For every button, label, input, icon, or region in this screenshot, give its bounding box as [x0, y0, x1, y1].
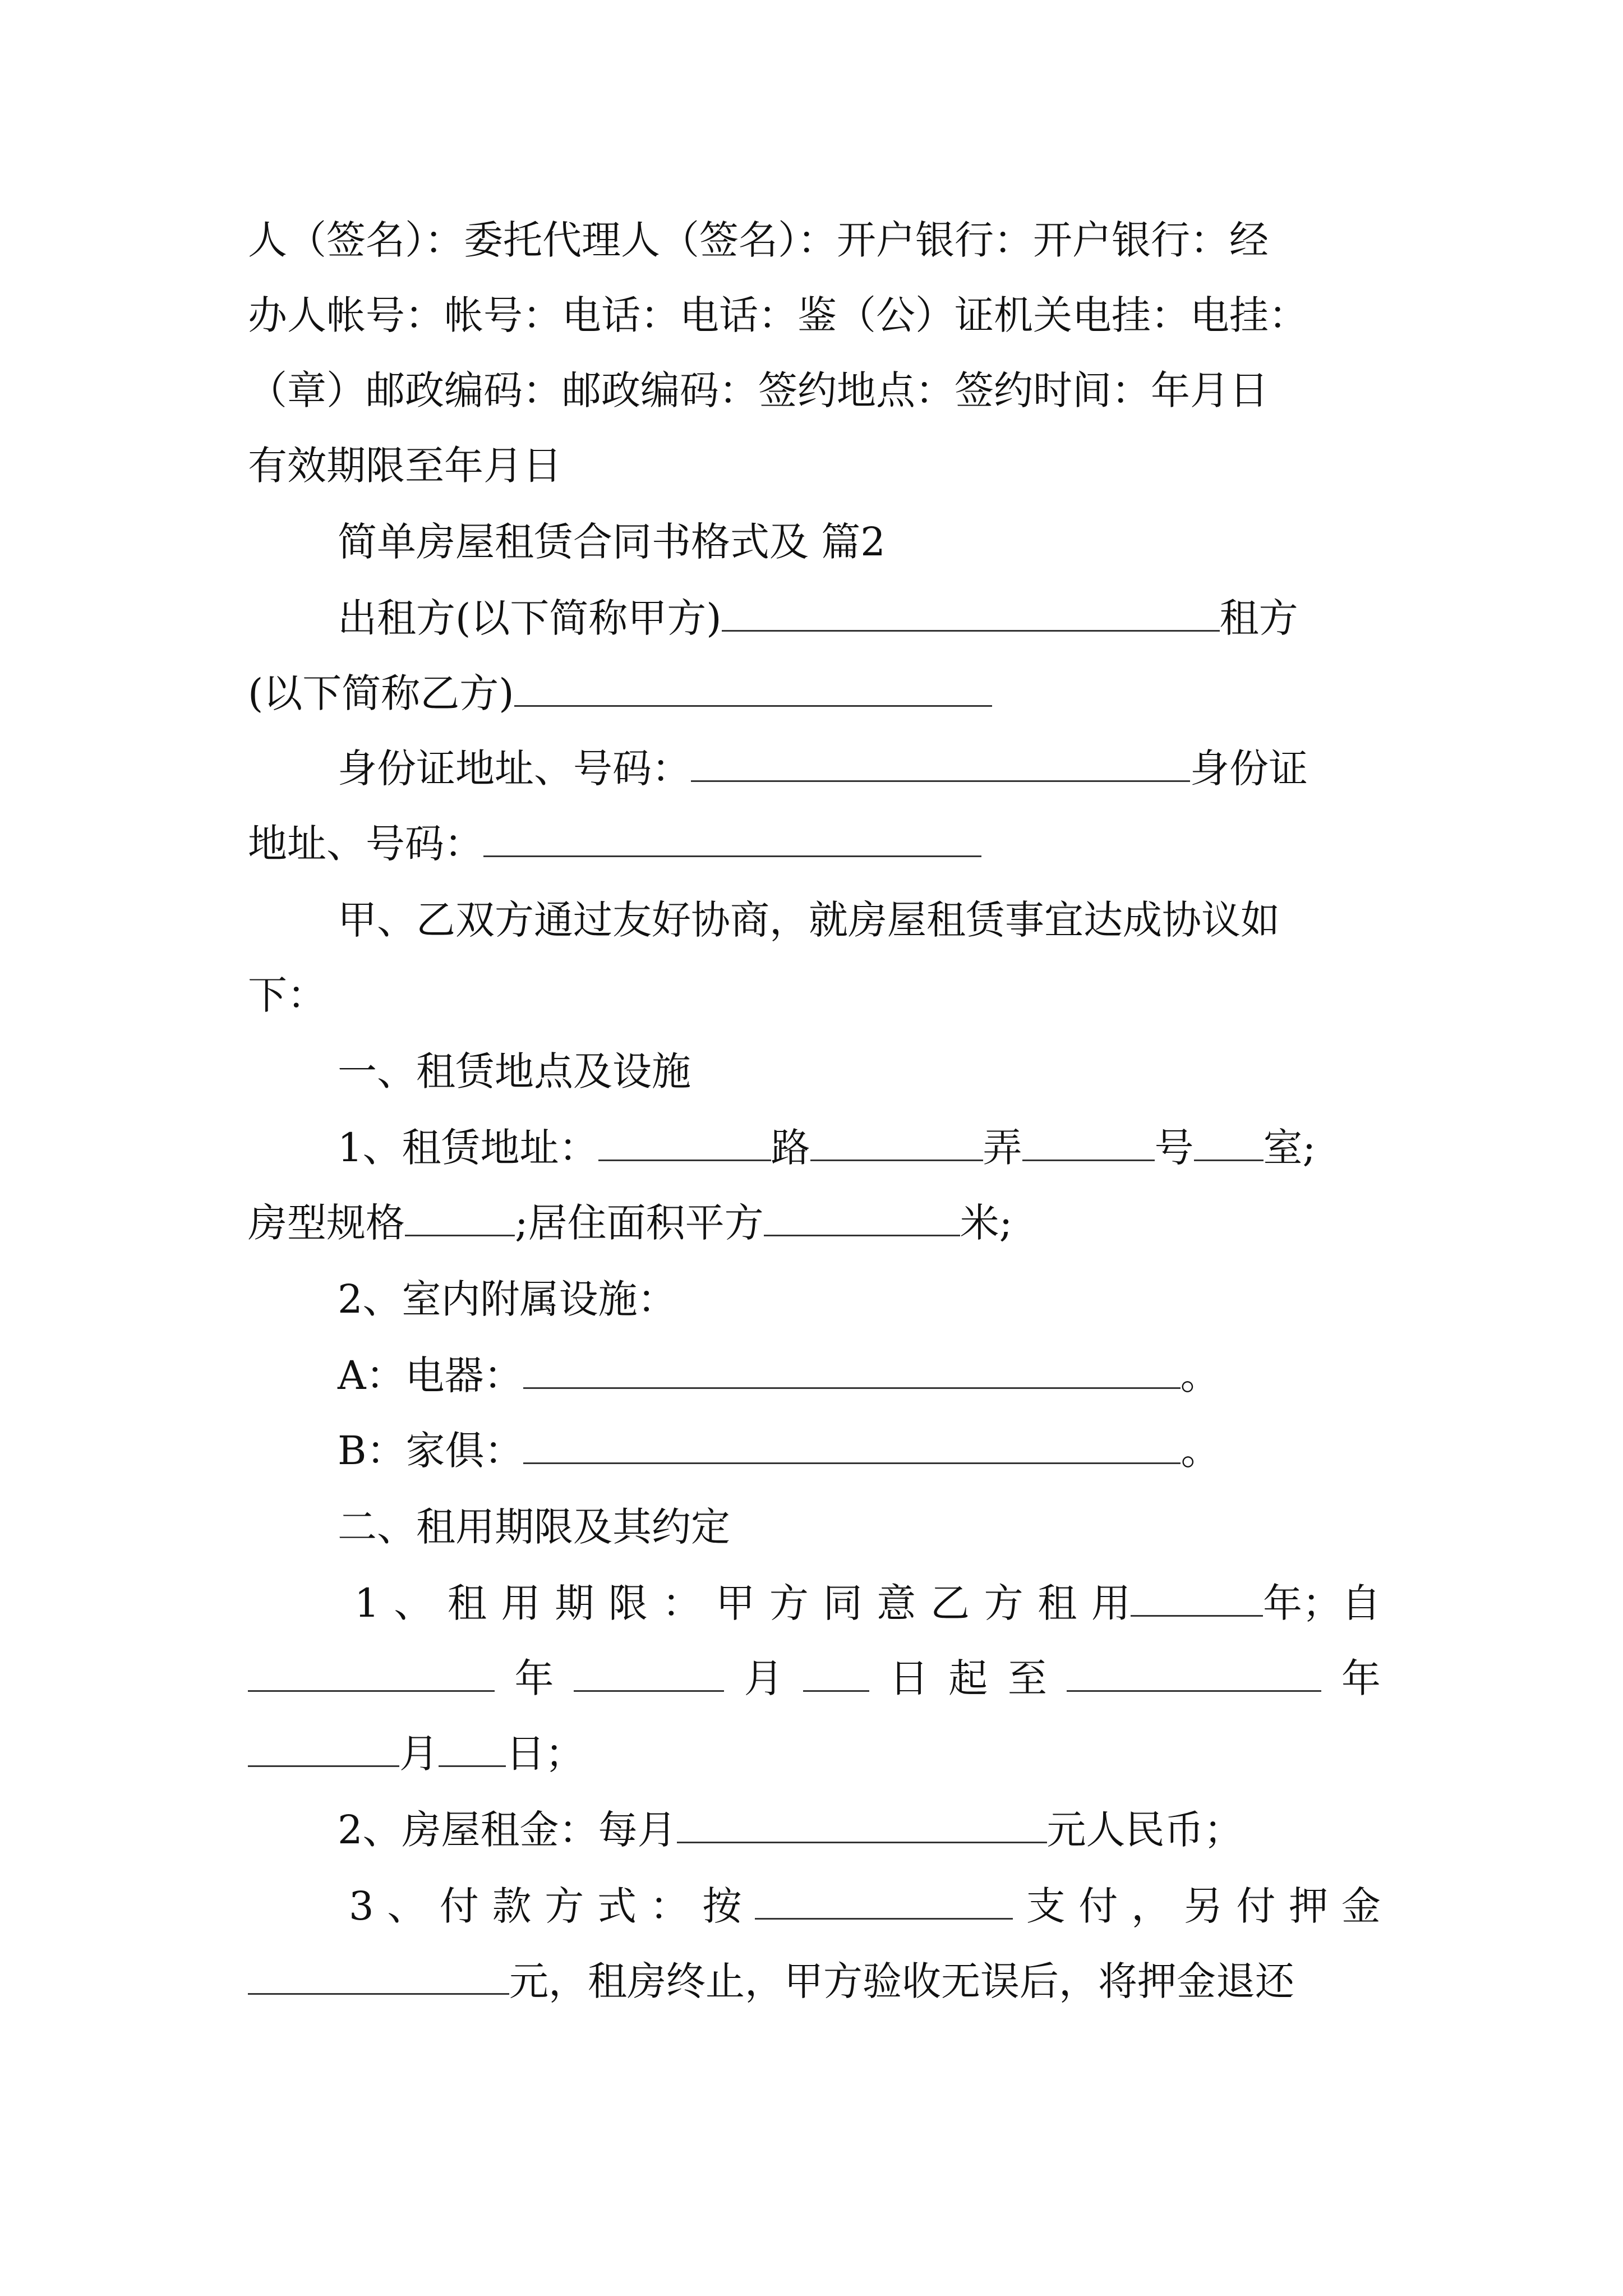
appliances-label: A：电器：	[338, 1352, 523, 1398]
signature-text-1: 人（签名）：委托代理人（签名）：开户银行：开户银行：经	[248, 217, 1269, 263]
validity-line	[248, 438, 1381, 494]
to-label: 至	[1007, 1655, 1047, 1701]
address-lane: 弄	[983, 1125, 1022, 1171]
signature-text-3: （章）邮政编码：邮政编码：签约地点：签约时间：年月日	[248, 367, 1269, 413]
term-char: 租	[447, 1580, 487, 1626]
address-number: 号	[1154, 1125, 1194, 1171]
lessee-line	[248, 665, 1381, 721]
lessee-blank	[514, 672, 992, 707]
area-label: ;居住面积平方	[515, 1200, 764, 1246]
lessor-label: 出租方(以下简称甲方)	[338, 595, 722, 641]
agreement-text-a: 甲、乙双方通过友好协商，就房屋租赁事宜达成协议如	[338, 897, 1280, 943]
term-line-1	[354, 1575, 1381, 1631]
term-year-self: 年；自	[1262, 1580, 1381, 1626]
area-unit: 米;	[960, 1200, 1013, 1246]
section-1-heading	[338, 1043, 1381, 1099]
deposit-blank	[248, 1960, 509, 1995]
id-line-2	[248, 816, 1381, 872]
room-type-blank	[405, 1202, 515, 1236]
end-day-blank	[439, 1732, 506, 1767]
term-years-blank	[1131, 1582, 1263, 1617]
address-room-blank	[1194, 1126, 1264, 1161]
payment-char: 款	[492, 1883, 532, 1929]
id-label-c: 地址、号码：	[248, 821, 483, 867]
agreement-text-b: 下：	[248, 972, 326, 1018]
start-day-blank	[803, 1657, 869, 1692]
lessor-blank	[722, 597, 1220, 632]
term-char: 用	[501, 1580, 541, 1626]
room-type-line	[248, 1195, 1381, 1251]
section-2-heading	[338, 1499, 1381, 1555]
payment-char: 3	[349, 1883, 374, 1929]
section-1-text: 一、租赁地点及设施	[338, 1048, 691, 1094]
section-2-text: 二、租用期限及其约定	[338, 1504, 730, 1550]
lessee-label-a: 租方	[1219, 595, 1298, 641]
end-month-blank	[248, 1732, 399, 1767]
furniture-line	[338, 1423, 1381, 1479]
furniture-label: B：家俱：	[338, 1428, 524, 1474]
end-year-blank	[1067, 1657, 1321, 1692]
contract-heading	[338, 514, 1381, 570]
term-char: 意	[877, 1580, 916, 1626]
id-line-1	[338, 740, 1381, 797]
appliances-line	[338, 1347, 1381, 1404]
start-year-blank	[248, 1657, 495, 1692]
payment-line-2	[248, 1953, 1381, 2009]
from-label: 起	[948, 1655, 988, 1701]
furniture-blank	[523, 1429, 1181, 1464]
rent-line	[338, 1802, 1381, 1858]
address-road: 路	[771, 1125, 810, 1171]
signature-line-1	[248, 212, 1381, 268]
area-blank	[764, 1202, 960, 1236]
payment-char: 支	[1026, 1883, 1066, 1929]
lessee-label-b: (以下简称乙方)	[248, 670, 514, 716]
start-day-label: 日	[889, 1655, 929, 1701]
signature-line-2	[248, 287, 1381, 343]
address-label: 1、租赁地址：	[338, 1125, 598, 1171]
validity-text: 有效期限至年月日	[248, 443, 562, 489]
lessor-line	[338, 590, 1381, 646]
term-char: 限	[608, 1580, 648, 1626]
id-blank-2	[483, 822, 981, 857]
term-char: 、	[394, 1580, 434, 1626]
agreement-line-1	[338, 892, 1381, 948]
id-blank-1	[691, 747, 1190, 782]
contract-heading-text: 简单房屋租赁合同书格式及 篇2	[338, 519, 886, 565]
term-char: 1	[354, 1580, 380, 1626]
term-char: 方	[984, 1580, 1023, 1626]
payment-method-blank	[755, 1885, 1013, 1920]
payment-char: ，	[1131, 1883, 1171, 1929]
payment-char: 另	[1183, 1883, 1223, 1929]
facilities-title-line	[338, 1271, 1381, 1327]
term-line-3	[248, 1726, 1381, 1782]
agreement-line-2	[248, 967, 1381, 1023]
term-char: 甲	[716, 1580, 755, 1626]
start-month-blank	[574, 1657, 724, 1692]
signature-text-2: 办人帐号：帐号：电话：电话：鉴（公）证机关电挂：电挂：	[248, 292, 1308, 338]
term-char: 用	[1091, 1580, 1131, 1626]
rent-suffix: 元人民币；	[1046, 1807, 1243, 1853]
payment-char: 金	[1341, 1883, 1381, 1929]
address-number-blank	[1022, 1126, 1155, 1161]
start-year-label: 年	[514, 1655, 554, 1701]
term-char: 乙	[930, 1580, 970, 1626]
payment-char: 、	[387, 1883, 427, 1929]
payment-char: 押	[1289, 1883, 1329, 1929]
term-char: 租	[1038, 1580, 1077, 1626]
address-room: 室;	[1263, 1125, 1316, 1171]
term-years-group	[1091, 1575, 1381, 1631]
payment-char: ：	[649, 1883, 689, 1929]
payment-char: 付	[439, 1883, 479, 1929]
appliances-blank	[523, 1354, 1181, 1389]
rent-label: 2、房屋租金：每月	[338, 1807, 677, 1853]
rent-blank	[677, 1809, 1047, 1843]
term-char: 方	[769, 1580, 809, 1626]
address-line	[338, 1120, 1381, 1176]
term-char: ：	[662, 1580, 702, 1626]
id-label-b: 身份证	[1190, 746, 1308, 792]
end-year-label: 年	[1341, 1655, 1381, 1701]
term-char: 期	[555, 1580, 594, 1626]
appliances-period: 。	[1180, 1352, 1220, 1398]
payment-char: 式	[597, 1883, 637, 1929]
payment-last: 元，租房终止，甲方验收无误后，将押金退还	[509, 1958, 1294, 2004]
payment-line-1	[349, 1878, 1381, 1934]
signature-line-3	[248, 362, 1381, 418]
end-month-label: 月	[399, 1731, 439, 1777]
furniture-period: 。	[1181, 1428, 1220, 1474]
end-day-label: 日；	[506, 1731, 584, 1777]
payment-char: 付	[1236, 1883, 1276, 1929]
payment-char: 付	[1078, 1883, 1118, 1929]
start-month-label: 月	[744, 1655, 783, 1701]
address-road-blank	[598, 1126, 771, 1161]
facilities-title: 2、室内附属设施：	[338, 1276, 677, 1322]
room-type-label: 房型规格	[248, 1200, 405, 1246]
payment-char: 方	[545, 1883, 584, 1929]
payment-char: 按	[702, 1883, 742, 1929]
id-label-a: 身份证地址、号码：	[338, 746, 691, 792]
term-line-2	[248, 1650, 1381, 1706]
address-lane-blank	[810, 1126, 983, 1161]
term-char: 同	[823, 1580, 863, 1626]
